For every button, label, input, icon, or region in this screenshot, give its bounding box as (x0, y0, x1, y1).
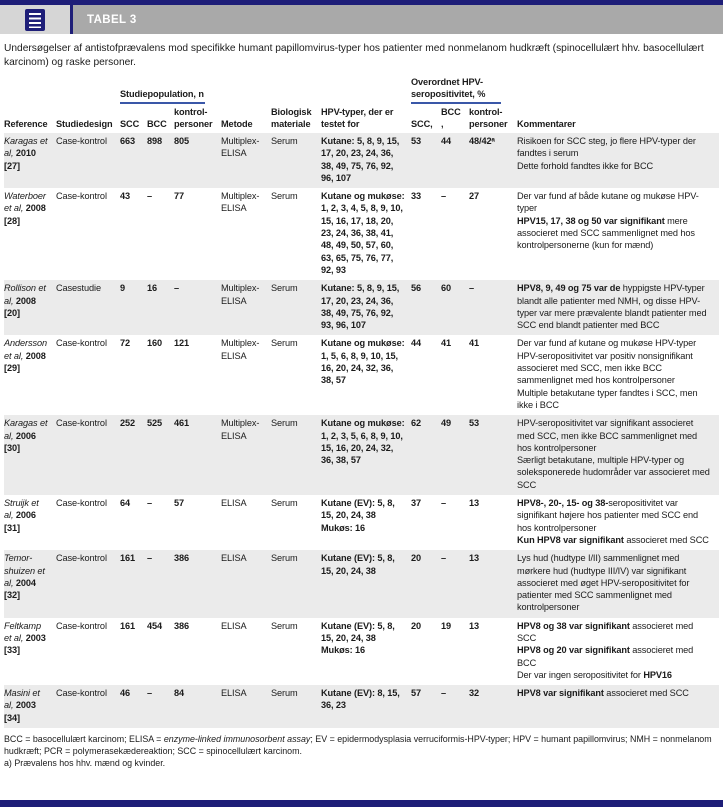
text: Der var fund af både kutane og mukøse HPV-typer (517, 191, 699, 214)
cell-sero-bcc: 44 (441, 133, 469, 188)
cell-sero-kontrol: 41 (469, 338, 480, 349)
table-caption: Undersøgelser af antistofprævalens mod specifikke humant papillomvirus-typer hos patienter med nonmelanom hudkræft (spinocellulært hhv. basocellulært karcinom) og raske personer. (4, 43, 704, 68)
comment-line (517, 337, 713, 349)
cell-hpv-typer (321, 685, 411, 728)
comment-line (517, 135, 713, 160)
reference-year: 2008 (15, 295, 36, 306)
cell-sero-kontrol: 53 (469, 415, 517, 495)
reference-author: Karagas et al, (4, 136, 48, 159)
cell-sero-bcc: 49 (441, 415, 469, 495)
text: Der var ingen seropositivitet for (517, 669, 644, 680)
comment-line (517, 497, 713, 534)
cell-studiedesign: Case-kontrol (56, 338, 107, 349)
reference-cite: [30] (4, 442, 20, 453)
text: Dette forhold fandtes ikke for BCC (517, 160, 654, 171)
cell-pop-bcc: – (147, 498, 153, 509)
group-label-population: Studiepopulation, n (120, 89, 205, 105)
cell-sero-bcc: 60 (441, 280, 469, 335)
text: hyppigste HPV-typer blandt alle patienter med NMH, og disse HPV-typer var mere prævalente blandt patienter med SCC end blandt patienter med BCC (517, 283, 707, 331)
cell-reference (4, 618, 56, 685)
col-header-materiale: Biologisk materiale (271, 107, 312, 129)
cell-pop-bcc: 160 (147, 338, 163, 349)
cell-pop-scc: 46 (120, 685, 147, 728)
reference-cite: [28] (4, 215, 20, 226)
cell-pop-kontrol: 77 (174, 191, 185, 202)
bold-text: HPV15, 17, 38 og 50 var signifikant (517, 215, 665, 226)
cell-metode: ELISA (221, 498, 247, 509)
table-row (4, 415, 719, 495)
reference-author: Karagas et al, (4, 418, 48, 441)
cell-metode: Multiplex-ELISA (221, 133, 271, 188)
col-header-sero-scc: SCC, (411, 118, 433, 129)
cell-studiedesign: Case-kontrol (56, 133, 120, 188)
comment-line (517, 534, 713, 546)
cell-pop-kontrol: 461 (174, 415, 221, 495)
reference-year: 2003 (15, 700, 36, 711)
col-header-hpv: HPV-typer, der er testet for (321, 107, 394, 129)
cell-pop-kontrol: 805 (174, 133, 221, 188)
cell-sero-kontrol: 27 (469, 191, 480, 202)
cell-sero-kontrol: 13 (469, 620, 480, 631)
cell-hpv-typer (321, 415, 411, 495)
text: associeret med SCC (517, 620, 694, 643)
text: mere associeret med SCC sammenlignet med hos kontrolpersonerne (kun for mænd) (517, 215, 695, 251)
cell-metode: Multiplex-ELISA (221, 415, 271, 495)
comment-line (517, 190, 713, 215)
cell-materiale: Serum (271, 498, 298, 509)
col-header-sero-kontrol: kontrol-personer (469, 107, 508, 129)
hpv-line: Kutane og mukøse: 1, 2, 3, 5, 6, 8, 9, 10, 15, 16, 20, 24, 32, 36, 38, 57 (321, 418, 405, 466)
table-row (4, 495, 719, 550)
reference-author: Andersson et al, (4, 338, 48, 361)
column-header-row (4, 105, 719, 133)
col-header-pop-scc: SCC (120, 118, 140, 129)
cell-sero-bcc: – (441, 498, 447, 509)
cell-sero-scc: 56 (411, 280, 441, 335)
cell-reference (4, 188, 56, 280)
cell-metode: Multiplex-ELISA (221, 191, 260, 214)
text: Særligt betakutane, multiple HPV-typer og soleksponerede hudområder var associeret med SCC (517, 455, 710, 490)
reference-author: Temorshuizen et al, (4, 553, 45, 588)
group-header-seropositivitet (411, 75, 517, 105)
cell-metode: ELISA (221, 685, 271, 728)
cell-studiedesign: Case-kontrol (56, 191, 107, 202)
comment-line (517, 620, 713, 645)
reference-year: 2010 (15, 148, 36, 159)
cell-sero-scc: 37 (411, 498, 422, 509)
cell-studiedesign: Casestudie (56, 280, 120, 335)
spacer-cell (4, 75, 120, 105)
cell-kommentarer (517, 495, 719, 550)
cell-reference (4, 280, 56, 335)
cell-sero-scc: 53 (411, 133, 441, 188)
cell-pop-kontrol: 57 (174, 498, 185, 509)
table-body (4, 133, 719, 728)
col-header-pop-bcc: BCC (147, 118, 167, 129)
table-head (4, 75, 719, 133)
bold-text: HPV8 og 38 var signifikant (517, 620, 630, 631)
table-header-band (0, 5, 723, 34)
cell-pop-scc: 252 (120, 415, 147, 495)
spacer-cell (221, 75, 411, 105)
cell-sero-bcc: 41 (441, 338, 452, 349)
cell-materiale: Serum (271, 191, 298, 202)
footnotes (4, 734, 718, 769)
reference-cite: [34] (4, 712, 20, 723)
bold-text: HPV8-, 20-, 15- og 38- (517, 498, 609, 509)
cell-reference (4, 133, 56, 188)
reference-cite: [29] (4, 363, 20, 374)
footnote-line (4, 758, 718, 770)
comment-line (517, 387, 713, 412)
reference-cite: [32] (4, 590, 20, 601)
table-row (4, 618, 719, 685)
comment-line (517, 282, 713, 331)
col-header-reference: Reference (4, 118, 48, 129)
col-header-studiedesign: Studiedesign (56, 118, 113, 129)
comment-line (517, 552, 713, 613)
cell-materiale: Serum (271, 620, 298, 631)
reference-cite: [31] (4, 522, 20, 533)
hpv-line: Kutane: 5, 8, 9, 15, 17, 20, 23, 24, 36, 38, 49, 75, 76, 92, 93, 96, 107 (321, 283, 400, 331)
cell-sero-scc: 57 (411, 685, 441, 728)
cell-hpv-typer (321, 335, 411, 415)
col-header-sero-bcc: BCC, (441, 107, 461, 129)
table-row (4, 335, 719, 415)
text: Risikoen for SCC steg, jo flere HPV-typer der fandtes i serum (517, 136, 696, 159)
table-row (4, 280, 719, 335)
cell-reference (4, 335, 56, 415)
text: Lys hud (hudtype I/II) sammenlignet med mørkere hud (hudtype III/IV) var signifikant associeret med øget HPV-seropositivitet for patienter med SCC sammenlignet med kontrolpersoner (517, 553, 690, 613)
hpv-line: Kutane og mukøse: 1, 2, 3, 4, 5, 8, 9, 10, 15, 16, 17, 18, 20, 23, 24, 36, 38, 41, 48, 49, 50, 57, 60, 63, 65, 75, 76, 77, 92, 93 (321, 191, 405, 275)
group-label-seropositivity: Overordnet HPV-seropositivitet, % (411, 77, 501, 104)
bold-text: HPV16 (643, 669, 672, 680)
reference-author: Waterboer et al, (4, 191, 46, 214)
group-header-studiepopulation (120, 75, 221, 105)
reference-year: 2004 (15, 577, 36, 588)
cell-reference (4, 415, 56, 495)
cell-hpv-typer (321, 618, 411, 685)
reference-cite: [27] (4, 160, 20, 171)
text: associeret med SCC (623, 534, 709, 545)
spacer-cell (517, 75, 719, 105)
hpv-line: Kutane (EV): 5, 8, 15, 20, 24, 38 (321, 620, 395, 643)
bold-text: HPV8 var signifikant (517, 688, 604, 699)
text: Multiple betakutane typer fandtes i SCC, men ikke i BCC (517, 387, 698, 410)
table-row (4, 685, 719, 728)
cell-sero-scc: 20 (411, 550, 441, 617)
hpv-line: Kutane (EV): 8, 15, 36, 23 (321, 688, 400, 711)
hpv-line: Kutane og mukøse: 1, 5, 6, 8, 9, 10, 15, 16, 20, 24, 32, 36, 38, 57 (321, 338, 405, 386)
comment-line (517, 417, 713, 454)
comment-line (517, 160, 713, 172)
cell-sero-scc: 20 (411, 620, 422, 631)
cell-pop-scc: 9 (120, 280, 147, 335)
cell-kommentarer (517, 685, 719, 728)
cell-sero-scc: 33 (411, 191, 422, 202)
cell-pop-kontrol: 386 (174, 620, 190, 631)
cell-sero-bcc: – (441, 550, 469, 617)
hpv-line: Kutane (EV): 5, 8, 15, 20, 24, 38 (321, 498, 395, 521)
cell-metode: Multiplex-ELISA (221, 280, 271, 335)
footnote-line (4, 734, 718, 758)
cell-pop-bcc: – (147, 550, 174, 617)
bold-text: Kun HPV8 var signifikant (517, 534, 624, 545)
cell-kommentarer (517, 618, 719, 685)
cell-pop-scc: 72 (120, 338, 131, 349)
cell-pop-bcc: – (147, 191, 153, 202)
cell-sero-scc: 44 (411, 338, 422, 349)
data-table (4, 75, 719, 728)
icon-box (0, 5, 73, 34)
comment-line (517, 454, 713, 491)
cell-pop-scc: 663 (120, 133, 147, 188)
col-header-kommentarer: Kommentarer (517, 118, 576, 129)
cell-reference (4, 685, 56, 728)
comment-line (517, 687, 713, 699)
cell-hpv-typer (321, 495, 411, 550)
cell-kommentarer (517, 550, 719, 617)
cell-materiale: Serum (271, 280, 321, 335)
comment-line (517, 644, 713, 669)
text: a) Prævalens hos hhv. mænd og kvinder. (4, 757, 166, 768)
table-tag: TABEL 3 (87, 13, 137, 26)
text: BCC = basocellulært karcinom; ELISA = (4, 734, 164, 745)
cell-sero-bcc: 19 (441, 620, 452, 631)
cell-pop-bcc: 16 (147, 280, 174, 335)
text: associeret med SCC (603, 688, 689, 699)
cell-sero-scc: 62 (411, 415, 441, 495)
text: ; EV = epidermodysplasia verruciformis-HPV-typer; HPV = humant papillomvirus; NMH = nonmelanom hudkræft; PCR = polymerasekædereaktion; SCC = spinocellulært karcinom. (4, 734, 712, 756)
cell-kommentarer (517, 188, 719, 280)
cell-kommentarer (517, 335, 719, 415)
cell-pop-bcc: – (147, 685, 174, 728)
cell-studiedesign: Case-kontrol (56, 620, 107, 631)
table-row (4, 188, 719, 280)
cell-pop-scc: 161 (120, 620, 136, 631)
cell-pop-scc: 161 (120, 550, 147, 617)
text: seropositivitet var signifikant højere hos patienter med SCC end hos kontrolpersoner (517, 498, 698, 533)
cell-pop-scc: 64 (120, 498, 131, 509)
reference-year: 2006 (15, 430, 36, 441)
table-icon (25, 9, 45, 31)
bold-text: HPV8 og 20 var signifikant (517, 645, 630, 656)
text: Der var fund af kutane og mukøse HPV-typer (517, 338, 697, 349)
cell-sero-bcc: – (441, 191, 447, 202)
cell-hpv-typer (321, 280, 411, 335)
bold-text: HPV8, 9, 49 og 75 var de (517, 283, 621, 294)
comment-line (517, 669, 713, 681)
cell-sero-kontrol: 13 (469, 498, 480, 509)
cell-pop-kontrol: – (174, 280, 221, 335)
reference-year: 2008 (25, 203, 46, 214)
text: HPV-seropositivitet var positiv nonsignifikant associeret med SCC, men ikke BCC sammenlignet med hos kontrolpersoner (517, 350, 693, 386)
text: associeret med BCC (517, 645, 694, 668)
cell-kommentarer (517, 133, 719, 188)
cell-sero-bcc: – (441, 685, 469, 728)
cell-studiedesign: Case-kontrol (56, 550, 120, 617)
cell-pop-kontrol: 121 (174, 338, 190, 349)
cell-pop-bcc: 525 (147, 415, 174, 495)
bottom-border-bar (0, 800, 723, 807)
cell-hpv-typer (321, 188, 411, 280)
cell-reference (4, 550, 56, 617)
text: HPV-seropositivitet var signifikant associeret med SCC, men ikke BCC sammenlignet med hos kontrolpersoner (517, 418, 698, 453)
cell-pop-bcc: 898 (147, 133, 174, 188)
reference-cite: [33] (4, 645, 20, 656)
reference-author: Masini et al, (4, 688, 40, 711)
cell-pop-scc: 43 (120, 191, 131, 202)
cell-materiale: Serum (271, 133, 321, 188)
cell-hpv-typer (321, 550, 411, 617)
cell-metode: ELISA (221, 550, 271, 617)
cell-materiale: Serum (271, 550, 321, 617)
cell-pop-kontrol: 84 (174, 685, 221, 728)
cell-kommentarer (517, 280, 719, 335)
cell-metode: Multiplex-ELISA (221, 338, 260, 361)
reference-author: Feltkamp et al, (4, 620, 41, 643)
reference-year: 2006 (15, 510, 36, 521)
cell-studiedesign: Case-kontrol (56, 685, 120, 728)
cell-pop-kontrol: 386 (174, 550, 221, 617)
reference-year: 2008 (25, 350, 46, 361)
cell-materiale: Serum (271, 415, 321, 495)
comment-line (517, 350, 713, 387)
cell-kommentarer (517, 415, 719, 495)
group-header-row (4, 75, 719, 105)
hpv-line: Mukøs: 16 (321, 645, 366, 656)
comment-line (517, 215, 713, 252)
cell-hpv-typer (321, 133, 411, 188)
reference-cite: [20] (4, 307, 20, 318)
cell-materiale: Serum (271, 685, 321, 728)
cell-studiedesign: Case-kontrol (56, 498, 107, 509)
cell-metode: ELISA (221, 620, 247, 631)
hpv-line: Mukøs: 16 (321, 522, 366, 533)
col-header-pop-kontrol: kontrol-personer (174, 107, 213, 129)
cell-pop-bcc: 454 (147, 620, 163, 631)
cell-sero-kontrol: 13 (469, 550, 517, 617)
hpv-line: Kutane: 5, 8, 9, 15, 17, 20, 23, 24, 36, 38, 49, 75, 76, 92, 96, 107 (321, 136, 400, 183)
reference-author: Rollison et al, (4, 283, 46, 306)
col-header-metode: Metode (221, 118, 253, 129)
reference-author: Struijk et al, (4, 498, 39, 521)
cell-studiedesign: Case-kontrol (56, 415, 120, 495)
cell-sero-kontrol: 48/42ᵃ (469, 133, 517, 188)
table-row (4, 133, 719, 188)
cell-sero-kontrol: – (469, 280, 517, 335)
cell-sero-kontrol: 32 (469, 685, 517, 728)
hpv-line: Kutane (EV): 5, 8, 15, 20, 24, 38 (321, 553, 395, 576)
reference-year: 2003 (25, 632, 46, 643)
italic-text: enzyme-linked immunosorbent assay (163, 734, 311, 745)
table-row (4, 550, 719, 617)
cell-reference (4, 495, 56, 550)
cell-materiale: Serum (271, 338, 298, 349)
